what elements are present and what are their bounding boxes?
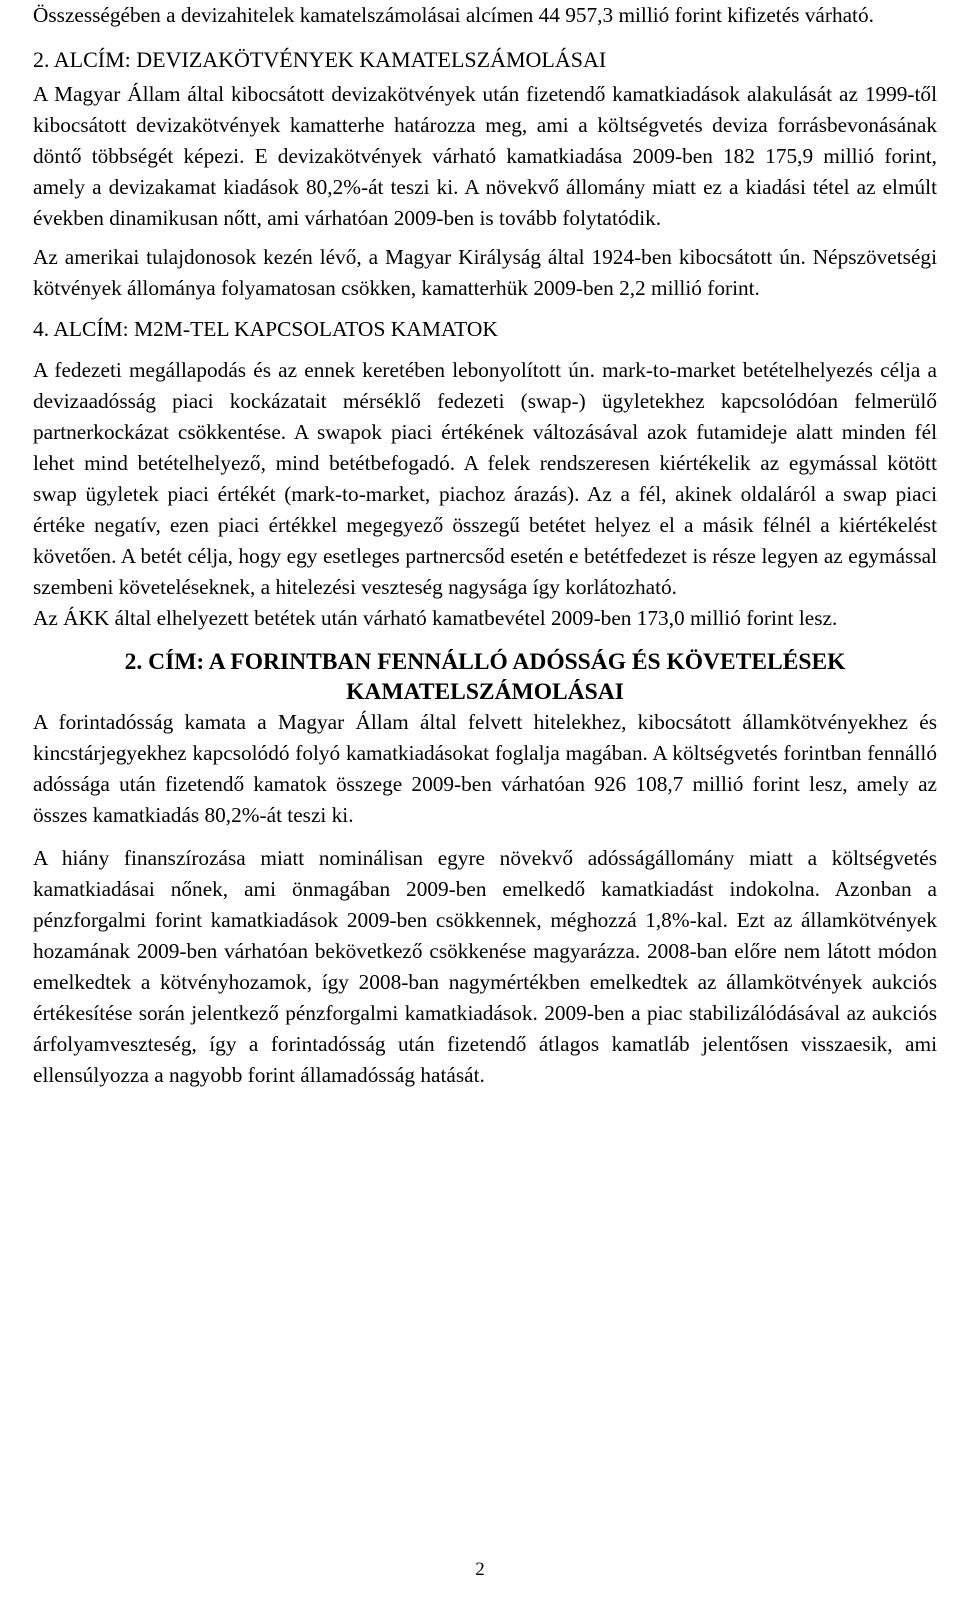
paragraph-fedezeti-megallapodas: A fedezeti megállapodás és az ennek keretében lebonyolított ún. mark-to-market betételhelyezés célja a devizaadósság piaci kockázatait mérséklő fedezeti (swap-) ügyletekhez kapcsolódóan felmerülő partnerkockázat csökkentése. A swapok piaci értékének változásával azok futamideje alatt minden fél lehet mind betételhelyező, mind betétbefogadó. A felek rendszeresen kiértékelik az egymással kötött swap ügyletek piaci értékét (mark-to-market, piachoz árazás). Az a fél, akinek oldaláról a swap piaci értéke negatív, ezen piaci értékkel megegyező összegű betétet helyez el a másik félnél a kiértékelést követően. A betét célja, hogy egy esetleges partnercsőd esetén e betétfedezet is része legyen az egymással szembeni követeléseknek, a hitelezési veszteség nagysága így korlátozható. [33,358,937,599]
heading-alcim-2: 2. ALCÍM: DEVIZAKÖTVÉNYEK KAMATELSZÁMOLÁSAI [33,47,607,72]
title-cim-2-line2: KAMATELSZÁMOLÁSAI [346,679,624,705]
page-number: 2 [475,1559,485,1580]
heading-alcim-4: 4. ALCÍM: M2M-TEL KAPCSOLATOS KAMATOK [33,317,498,341]
document-page [33,0,937,1091]
paragraph-forintadossag: A forintadósság kamata a Magyar Állam által felvett hitelekhez, kibocsátott államkötvényekhez és kincstárjegyekhez kapcsolódó folyó kamatkiadásokat foglalja magában. A költségvetés forintban fennálló adóssága után fizetendő kamatok összege 2009-ben várhatóan 926 108,7 millió forint lesz, amely az összes kamatkiadás 80,2%-át teszi ki. [33,710,937,827]
paragraph-devizahitelek-summary: Összességében a devizahitelek kamatelszámolásai alcímen 44 957,3 millió forint kifizetés várható. [33,3,874,27]
title-cim-2-line1: 2. CÍM: A FORINTBAN FENNÁLLÓ ADÓSSÁG ÉS KÖVETELÉSEK [124,649,846,675]
paragraph-devizakotvenyek: A Magyar Állam által kibocsátott devizakötvények után fizetendő kamatkiadások alakulását az 1999-től kibocsátott devizakötvények kamatterhe határozza meg, ami a költségvetés deviza forrásbevonásának döntő többségét képezi. E devizakötvények várható kamatkiadása 2009-ben 182 175,9 millió forint, amely a devizakamat kiadások 80,2%-át teszi ki. A növekvő állomány miatt ez a kiadási tétel az elmúlt években dinamikusan nőtt, ami várhatóan 2009-ben is tovább folytatódik. [33,82,937,230]
paragraph-hiany-finanszirozasa: A hiány finanszírozása miatt nominálisan egyre növekvő adósságállomány miatt a költségvetés kamatkiadásai nőnek, ami önmagában 2009-ben emelkedő kamatkiadást indokolna. Azonban a pénzforgalmi forint kamatkiadások 2009-ben csökkennek, méghozzá 1,8%-kal. Ezt az államkötvények hozamának 2009-ben várhatóan bekövetkező csökkenése magyarázza. 2008-ban előre nem látott módon emelkedtek a kötvényhozamok, így 2008-ban nagymértékben emelkedtek az államkötvények aukciós értékesítése során jelentkező pénzforgalmi kamatkiadások. 2009-ben a piac stabilizálódásával az aukciós árfolyamveszteség, így a forintadósság után fizetendő átlagos kamatláb jelentősen visszaesik, ami ellensúlyozza a nagyobb forint államadósság hatását. [33,846,937,1087]
paragraph-nepszovetsegi: Az amerikai tulajdonosok kezén lévő, a Magyar Királyság által 1924-ben kibocsátott ún. Népszövetségi kötvények állománya folyamatosan csökken, kamatterhük 2009-ben 2,2 millió forint. [33,245,937,300]
paragraph-akk-betetek: Az ÁKK által elhelyezett betétek után várható kamatbevétel 2009-ben 173,0 millió forint lesz. [33,606,838,630]
